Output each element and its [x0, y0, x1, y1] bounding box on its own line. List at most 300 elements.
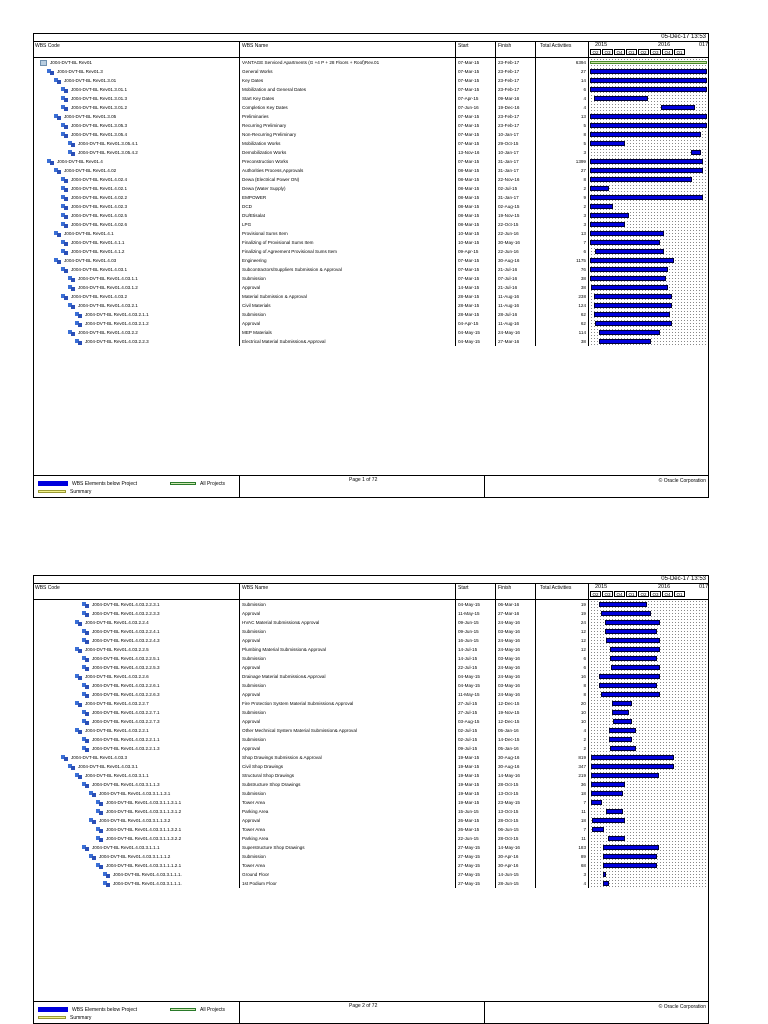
wbs-row[interactable] [34, 618, 708, 627]
finish-date-cell: 02-Jul-15 [498, 186, 518, 191]
finish-date-cell: 13-Oct-15 [498, 809, 519, 814]
wbs-code-text: J004-DVT-BL Rev01.4.02.4 [71, 177, 128, 182]
wbs-row[interactable] [34, 157, 708, 166]
column-header-total-activities: Total Activities [540, 43, 572, 49]
total-activities-cell: 6394 [575, 60, 586, 65]
wbs-row[interactable] [34, 247, 708, 256]
total-activities-cell: 347 [578, 764, 586, 769]
wbs-row[interactable] [34, 319, 708, 328]
wbs-name-cell: Submission [242, 710, 266, 715]
finish-date-cell: 21-Jul-16 [498, 285, 518, 290]
finish-date-cell: 30-May-16 [498, 240, 520, 245]
wbs-node-icon [82, 845, 89, 851]
wbs-row[interactable] [34, 265, 708, 274]
footer-divider [484, 476, 485, 497]
wbs-row[interactable] [34, 202, 708, 211]
gantt-bar [592, 818, 625, 823]
wbs-row[interactable] [34, 816, 708, 825]
wbs-name-cell: Dewa (Water Supply) [242, 186, 286, 191]
wbs-code-text: J004-DVT-BL Rev01.4.03.2.2.1 [85, 728, 149, 733]
wbs-node-icon [75, 647, 82, 653]
year-label-2017: 017 [699, 42, 709, 48]
total-activities-cell: 2 [583, 204, 586, 209]
wbs-code-text: J004-DVT-BL Rev01.4.03.3.1.1.3.2.2 [106, 836, 182, 841]
wbs-code-text: J004-DVT-BL Rev01.3.01.1 [71, 87, 128, 92]
year-label-2016: 2016 [658, 42, 671, 48]
total-activities-cell: 36 [580, 782, 586, 787]
gantt-bar [591, 773, 659, 778]
finish-date-cell: 14-Dec-15 [498, 737, 520, 742]
gantt-bar [590, 177, 692, 182]
wbs-code-text: J004-DVT-BL Rev01.4.03.3.1.1 [85, 773, 149, 778]
gantt-summary-bar [590, 61, 707, 64]
start-date-cell: 10-Mar-15 [458, 240, 480, 245]
wbs-name-cell: Approval [242, 818, 261, 823]
wbs-name-cell: Mobilization and General Dates [242, 87, 307, 92]
wbs-name-cell: Dewa (Electrical Power ON) [242, 177, 300, 182]
total-activities-cell: 6 [583, 656, 586, 661]
wbs-code-text: J004-DVT-BL Rev01.3.05.3 [71, 123, 128, 128]
gantt-bar [609, 728, 636, 733]
gantt-bar [599, 683, 656, 688]
wbs-name-cell: Substructure Shop Drawings [242, 782, 301, 787]
start-date-cell: 11-May-15 [458, 611, 480, 616]
wbs-code-text: J004-DVT-BL Rev01.4.03.1 [71, 267, 128, 272]
finish-date-cell: 11-Aug-16 [498, 303, 520, 308]
wbs-node-icon [54, 168, 61, 174]
wbs-code-text: J004-DVT-BL Rev01.3.05.4.1 [78, 141, 138, 146]
wbs-node-icon [103, 872, 110, 878]
wbs-code-text: J004-DVT-BL Rev01.4.02.1 [71, 186, 128, 191]
column-header-wbs-name: WBS Name [242, 585, 269, 591]
wbs-row[interactable] [34, 744, 708, 753]
wbs-row[interactable] [34, 834, 708, 843]
total-activities-cell: 219 [578, 773, 586, 778]
wbs-code-cell [34, 762, 273, 771]
column-header-total-activities: Total Activities [540, 585, 572, 591]
total-activities-cell: 76 [580, 267, 586, 272]
gantt-bar [603, 881, 609, 886]
wbs-name-cell: Structural Shop Drawings [242, 773, 295, 778]
wbs-row[interactable] [34, 310, 708, 319]
wbs-node-icon [61, 177, 68, 183]
gantt-bar [591, 755, 674, 760]
footer-divider [484, 1002, 485, 1023]
quarter-label: Q3 [650, 591, 661, 597]
wbs-node-icon [82, 611, 89, 617]
gantt-bar [594, 312, 670, 317]
gantt-bar [610, 656, 657, 661]
finish-date-cell: 22-Jun-16 [498, 249, 519, 254]
wbs-row[interactable] [34, 103, 708, 112]
wbs-name-cell: Submission [242, 854, 266, 859]
total-activities-cell: 18 [580, 818, 586, 823]
wbs-name-cell: Provisional Sums Item [242, 231, 288, 236]
total-activities-cell: 6 [583, 665, 586, 670]
start-date-cell: 07-Mar-15 [458, 87, 480, 92]
wbs-code-text: J004-DVT-BL Rev01.4.03.2.2.1.1 [92, 737, 160, 742]
wbs-code-text: J004-DVT-BL Rev01.4.1.2 [71, 249, 125, 254]
wbs-name-cell: Submission [242, 683, 266, 688]
wbs-node-icon [75, 312, 82, 318]
finish-date-cell: 14-May-16 [498, 845, 520, 850]
total-activities-cell: 4 [583, 881, 586, 886]
wbs-name-cell: Subcontractors/Suppliers Submission & Approval [242, 267, 342, 272]
finish-date-cell: 03-May-16 [498, 629, 520, 634]
wbs-row[interactable] [34, 193, 708, 202]
wbs-name-cell: Shop Drawings Submission & Approval [242, 755, 322, 760]
start-date-cell: 04-May-15 [458, 683, 480, 688]
wbs-code-text: J004-DVT-BL Rev01.3.05 [64, 114, 117, 119]
finish-date-cell: 03-May-16 [498, 656, 520, 661]
wbs-node-icon [68, 285, 75, 291]
wbs-name-cell: Civil Shop Drawings [242, 764, 284, 769]
wbs-row[interactable] [34, 121, 708, 130]
wbs-row[interactable] [34, 708, 708, 717]
start-date-cell: 07-Mar-15 [458, 114, 480, 119]
wbs-node-icon [61, 105, 68, 111]
total-activities-cell: 89 [580, 854, 586, 859]
wbs-node-icon [75, 701, 82, 707]
wbs-code-text: J004-DVT-BL Rev01.4.03.2.1.1 [85, 312, 149, 317]
wbs-code-text: J004-DVT-BL Rev01.4.03 [64, 258, 117, 263]
gantt-bar [590, 123, 707, 128]
gantt-bar [590, 240, 660, 245]
wbs-code-text: J004-DVT-BL Rev01.4.03.2.2.7.3 [92, 719, 160, 724]
wbs-node-icon [82, 719, 89, 725]
wbs-row[interactable] [34, 148, 708, 157]
gantt-bar [590, 69, 707, 74]
wbs-node-icon [75, 339, 82, 345]
gantt-bar [609, 737, 632, 742]
wbs-row[interactable] [34, 85, 708, 94]
wbs-row[interactable] [34, 76, 708, 85]
wbs-name-cell: Key Dates [242, 78, 264, 83]
wbs-row[interactable] [34, 663, 708, 672]
gantt-bar [599, 602, 647, 607]
total-activities-cell: 3 [583, 150, 586, 155]
wbs-row[interactable] [34, 211, 708, 220]
wbs-code-text: J004-DVT-BL Rev01.3.01 [64, 78, 117, 83]
wbs-row[interactable] [34, 654, 708, 663]
wbs-row[interactable] [34, 301, 708, 310]
quarter-label: Q2 [638, 49, 649, 55]
wbs-code-cell [34, 283, 273, 292]
wbs-name-cell: EMPOWER [242, 195, 267, 200]
gantt-bar [590, 87, 707, 92]
finish-date-cell: 23-Feb-17 [498, 78, 520, 83]
footer-divider [239, 476, 240, 497]
wbs-row[interactable] [34, 112, 708, 121]
total-activities-cell: 68 [580, 863, 586, 868]
wbs-node-icon [82, 692, 89, 698]
report-footer [34, 1001, 708, 1023]
wbs-code-cell [34, 148, 273, 157]
finish-date-cell: 28-Jun-15 [498, 881, 519, 886]
wbs-name-cell: Finalizing of Agreement Provisional Sums Item [242, 249, 337, 254]
total-activities-cell: 819 [578, 755, 586, 760]
wbs-code-text: J004-DVT-BL Rev01.4.03.3.1 [78, 764, 138, 769]
quarter-label: Q3 [602, 591, 613, 597]
wbs-node-icon [82, 638, 89, 644]
wbs-row[interactable] [34, 717, 708, 726]
gantt-bar [594, 294, 672, 299]
start-date-cell: 07-Apr-15 [458, 96, 479, 101]
gantt-bar [590, 213, 629, 218]
wbs-code-cell [34, 175, 266, 184]
wbs-row[interactable] [34, 184, 708, 193]
total-activities-cell: 19 [580, 611, 586, 616]
finish-date-cell: 13-Oct-15 [498, 791, 519, 796]
finish-date-cell: 24-May-16 [498, 330, 520, 335]
wbs-node-icon [82, 710, 89, 716]
wbs-row[interactable] [34, 852, 708, 861]
start-date-cell: 09-Jun-15 [458, 620, 479, 625]
wbs-node-icon [75, 773, 82, 779]
column-header-finish: Finish [498, 585, 512, 591]
start-date-cell: 28-Mar-15 [458, 312, 480, 317]
wbs-code-cell [34, 67, 252, 76]
total-activities-cell: 7 [583, 827, 586, 832]
wbs-row[interactable] [34, 229, 708, 238]
wbs-node-icon [54, 258, 61, 264]
wbs-name-cell: Completion Key Dates [242, 105, 288, 110]
start-date-cell: 02-Jul-15 [458, 737, 478, 742]
wbs-node-icon [96, 836, 103, 842]
start-date-cell: 16-Jun-15 [458, 638, 479, 643]
gantt-bar [590, 204, 613, 209]
total-activities-cell: 27 [580, 69, 586, 74]
wbs-row[interactable] [34, 645, 708, 654]
wbs-row[interactable] [34, 681, 708, 690]
wbs-row[interactable] [34, 843, 708, 852]
start-date-cell: 07-Mar-15 [458, 123, 480, 128]
wbs-code-text: J004-DVT-BL Rev01.3.01.2 [71, 105, 128, 110]
wbs-name-cell: Ground Floor [242, 872, 270, 877]
wbs-code-text: J004-DVT-BL Rev01.4 [57, 159, 103, 164]
finish-date-cell: 28-Oct-15 [498, 818, 519, 823]
total-activities-cell: 20 [580, 701, 586, 706]
total-activities-cell: 238 [578, 294, 586, 299]
total-activities-cell: 12 [580, 647, 586, 652]
wbs-row[interactable] [34, 600, 708, 609]
wbs-node-icon [89, 854, 96, 860]
wbs-node-icon [68, 141, 75, 147]
wbs-code-cell [34, 220, 266, 229]
gantt-bar [592, 827, 604, 832]
total-activities-cell: 13 [580, 231, 586, 236]
wbs-name-cell: DCD [242, 204, 252, 209]
wbs-code-cell [34, 753, 266, 762]
wbs-node-icon [75, 620, 82, 626]
total-activities-cell: 10 [580, 710, 586, 715]
wbs-row[interactable] [34, 825, 708, 834]
wbs-code-text: J004-DVT-BL Rev01.4.03.2.1.2 [85, 321, 149, 326]
finish-date-cell: 10-Jan-17 [498, 132, 519, 137]
finish-date-cell: 30-Aug-16 [498, 764, 520, 769]
wbs-row[interactable] [34, 879, 708, 888]
column-header-wbs-code: WBS Code [35, 585, 60, 591]
wbs-row[interactable] [34, 283, 708, 292]
quarter-label: Q1 [626, 591, 637, 597]
wbs-row[interactable] [34, 328, 708, 337]
wbs-row[interactable] [34, 636, 708, 645]
wbs-row[interactable] [34, 337, 708, 346]
wbs-row[interactable] [34, 726, 708, 735]
wbs-row[interactable] [34, 789, 708, 798]
wbs-name-cell: Electrical Material Submission& Approval [242, 339, 326, 344]
quarter-label: Q1 [674, 49, 685, 55]
gantt-bar [606, 809, 622, 814]
wbs-name-cell: LPG [242, 222, 252, 227]
wbs-code-cell [34, 274, 273, 283]
legend-summary-label: Summary [70, 1015, 92, 1021]
wbs-node-icon [61, 249, 68, 255]
wbs-row[interactable] [34, 699, 708, 708]
finish-date-cell: 28-Oct-15 [498, 782, 519, 787]
finish-date-cell: 10-Jan-17 [498, 150, 519, 155]
wbs-row[interactable] [34, 861, 708, 870]
year-label-2015: 2015 [595, 584, 608, 590]
start-date-cell: 07-Mar-15 [458, 276, 480, 281]
wbs-node-icon [75, 321, 82, 327]
report-page-2 [33, 575, 709, 1024]
start-date-cell: 15-Jun-15 [458, 809, 479, 814]
finish-date-cell: 05-Jan-16 [498, 728, 519, 733]
finish-date-cell: 22-Nov-16 [498, 177, 520, 182]
total-activities-cell: 2 [583, 737, 586, 742]
wbs-row[interactable] [34, 771, 708, 780]
start-date-cell: 19-Mar-15 [458, 791, 480, 796]
wbs-name-cell: Approval [242, 321, 261, 326]
gantt-bar [661, 105, 695, 110]
quarter-label: Q1 [674, 591, 685, 597]
wbs-node-icon [82, 683, 89, 689]
wbs-node-icon [82, 656, 89, 662]
wbs-name-cell: DU/Etisalat [242, 213, 265, 218]
finish-date-cell: 24-May-16 [498, 692, 520, 697]
wbs-node-icon [75, 674, 82, 680]
start-date-cell: 19-Mar-15 [458, 782, 480, 787]
report-footer [34, 475, 708, 497]
wbs-code-cell [34, 58, 245, 67]
wbs-node-icon [61, 267, 68, 273]
start-date-cell: 07-Mar-15 [458, 159, 480, 164]
wbs-row[interactable] [34, 753, 708, 762]
wbs-name-cell: Submission [242, 312, 266, 317]
column-header-finish: Finish [498, 43, 512, 49]
wbs-row[interactable] [34, 780, 708, 789]
total-activities-cell: 62 [580, 321, 586, 326]
legend-wbs-bar [38, 1007, 68, 1012]
wbs-code-cell [34, 157, 252, 166]
total-activities-cell: 183 [578, 845, 586, 850]
wbs-row[interactable] [34, 139, 708, 148]
wbs-code-cell [34, 202, 266, 211]
start-date-cell: 08-Mar-15 [458, 186, 480, 191]
wbs-code-cell [34, 265, 266, 274]
wbs-node-icon [68, 330, 75, 336]
wbs-name-cell: Civil Materials [242, 303, 271, 308]
wbs-code-text: J004-DVT-BL Rev01.4.03.2.2.4.1 [92, 629, 160, 634]
wbs-name-cell: Parking Area [242, 836, 269, 841]
wbs-row[interactable] [34, 274, 708, 283]
start-date-cell: 07-Jun-16 [458, 105, 479, 110]
start-date-cell: 04-May-15 [458, 602, 480, 607]
total-activities-cell: 2 [583, 746, 586, 751]
wbs-node-icon [82, 737, 89, 743]
wbs-row[interactable] [34, 762, 708, 771]
wbs-row[interactable] [34, 870, 708, 879]
wbs-row[interactable] [34, 292, 708, 301]
wbs-code-text: J004-DVT-BL Rev01.4.03.1.1 [78, 276, 138, 281]
gantt-bar [591, 285, 668, 290]
gantt-bar [590, 186, 609, 191]
start-date-cell: 27-May-15 [458, 872, 480, 877]
start-date-cell: 28-Mar-15 [458, 294, 480, 299]
wbs-row[interactable] [34, 175, 708, 184]
wbs-name-cell: Submission [242, 791, 266, 796]
finish-date-cell: 23-Feb-17 [498, 69, 520, 74]
wbs-row[interactable] [34, 609, 708, 618]
start-date-cell: 03-Aug-15 [458, 719, 480, 724]
wbs-code-text: J004-DVT-BL Rev01 [50, 60, 92, 65]
wbs-row[interactable] [34, 256, 708, 265]
legend-wbs-bar [38, 481, 68, 486]
wbs-name-cell: Submission [242, 629, 266, 634]
wbs-name-cell: Engineering [242, 258, 267, 263]
wbs-code-text: J004-DVT-BL Rev01.4.03.3.1.1.3 [92, 782, 160, 787]
gantt-bar [599, 674, 660, 679]
wbs-row[interactable] [34, 94, 708, 103]
wbs-name-cell: 1st Podium Floor [242, 881, 277, 886]
wbs-row[interactable] [34, 166, 708, 175]
wbs-node-icon [61, 87, 68, 93]
total-activities-cell: 8 [583, 692, 586, 697]
wbs-code-cell [34, 103, 266, 112]
start-date-cell: 02-Jul-15 [458, 728, 478, 733]
start-date-cell: 27-Jul-15 [458, 710, 478, 715]
wbs-row[interactable] [34, 67, 708, 76]
gantt-bar [590, 231, 664, 236]
wbs-row[interactable] [34, 798, 708, 807]
wbs-row[interactable] [34, 238, 708, 247]
gantt-bar [610, 647, 660, 652]
wbs-row[interactable] [34, 130, 708, 139]
total-activities-cell: 3 [583, 222, 586, 227]
finish-date-cell: 28-Oct-15 [498, 836, 519, 841]
wbs-table [34, 600, 708, 888]
quarter-label: Q3 [602, 49, 613, 55]
wbs-name-cell: Fire Protection System Material Submission& Approval [242, 701, 354, 706]
wbs-name-cell: Submission [242, 276, 266, 281]
start-date-cell: 14-Jul-15 [458, 647, 478, 652]
finish-date-cell: 30-Apr-16 [498, 854, 519, 859]
finish-date-cell: 12-Dec-15 [498, 719, 520, 724]
wbs-row[interactable] [34, 807, 708, 816]
finish-date-cell: 22-Jun-16 [498, 231, 519, 236]
wbs-code-cell [34, 94, 266, 103]
wbs-row[interactable] [34, 58, 708, 67]
wbs-row[interactable] [34, 672, 708, 681]
wbs-row[interactable] [34, 735, 708, 744]
wbs-node-icon [61, 195, 68, 201]
wbs-code-text: J004-DVT-BL Rev01.4.03.2.2.3 [85, 339, 149, 344]
wbs-row[interactable] [34, 690, 708, 699]
wbs-row[interactable] [34, 627, 708, 636]
wbs-name-cell: Mobilization Works [242, 141, 281, 146]
wbs-row[interactable] [34, 220, 708, 229]
